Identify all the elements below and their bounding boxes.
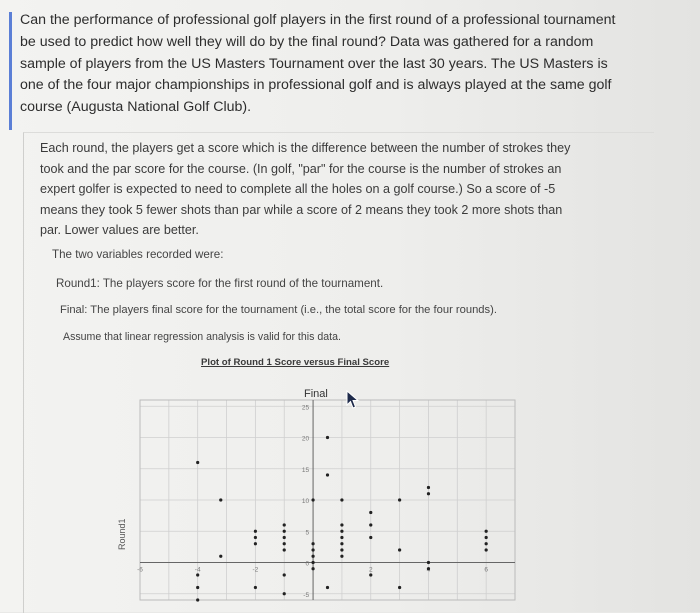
data-point — [254, 536, 257, 539]
data-point — [311, 542, 314, 545]
data-point — [196, 598, 199, 601]
data-point — [283, 573, 286, 576]
data-point — [283, 536, 286, 539]
chart-title: Plot of Round 1 Score versus Final Score — [201, 357, 390, 368]
y-tick-label: -5 — [303, 591, 310, 599]
x-tick-label: -4 — [194, 566, 201, 574]
data-point — [326, 586, 329, 589]
data-point — [369, 536, 372, 539]
data-point — [311, 567, 314, 570]
question-line: Can the performance of professional golf players in the first round of a professional tournament — [20, 12, 616, 28]
scoring-line: Each round, the players get a score which is the difference between the number of strokes they — [40, 141, 571, 155]
data-point — [485, 530, 488, 533]
variables-intro: The two variables recorded were: — [52, 248, 224, 261]
data-point — [196, 461, 199, 464]
question-line: one of the four major championships in professional golf and is always played at the same golf — [20, 77, 612, 94]
data-point — [283, 523, 286, 526]
data-point — [427, 492, 430, 495]
data-point — [340, 548, 343, 551]
data-point — [283, 542, 286, 545]
data-point — [369, 573, 372, 576]
data-point — [340, 542, 343, 545]
data-point — [398, 548, 401, 551]
data-point — [283, 592, 286, 595]
data-point — [254, 530, 257, 533]
y-tick-label: 15 — [301, 466, 310, 474]
data-point — [340, 498, 343, 501]
data-point — [311, 555, 314, 558]
data-point — [219, 555, 222, 558]
x-tick-label: -2 — [252, 566, 259, 574]
data-point — [340, 555, 343, 558]
data-point — [398, 586, 401, 589]
data-point — [340, 536, 343, 539]
x-tick-label: 6 — [484, 566, 488, 574]
final-description: Final: The players final score for the tournament (i.e., the total score for the four rounds). — [60, 304, 497, 316]
data-point — [369, 511, 372, 514]
data-point — [254, 586, 257, 589]
data-point — [427, 567, 430, 570]
y-tick-label: 25 — [301, 404, 310, 412]
question-line: be used to predict how well they will do by the final round? Data was gathered for a random — [20, 33, 594, 50]
data-point — [311, 548, 314, 551]
x-tick-label: 2 — [368, 566, 373, 574]
data-point — [311, 498, 314, 501]
x-axis-label: Round1 — [117, 518, 127, 550]
round1-description: Round1: The players score for the first round of the tournament. — [56, 277, 384, 290]
data-point — [254, 542, 257, 545]
data-point — [398, 498, 401, 501]
data-point — [283, 548, 286, 551]
data-point — [485, 536, 488, 539]
data-point — [427, 486, 430, 489]
scoring-line: expert golfer is expected to need to complete all the holes on a golf course.) So a score of -5 — [40, 182, 556, 197]
scoring-line: took and the par score for the course. (In golf, "par" for the course is the number of strokes an — [40, 161, 562, 176]
data-point — [485, 542, 488, 545]
question-line: sample of players from the US Masters Tournament over the last 30 years. The US Masters is — [20, 55, 608, 72]
y-tick-label: 5 — [305, 529, 310, 537]
data-point — [219, 498, 222, 501]
mouse-cursor-icon — [346, 390, 360, 410]
y-tick-label: 20 — [301, 435, 310, 443]
x-tick-label: -6 — [137, 566, 143, 574]
data-point — [196, 573, 199, 576]
y-tick-label: 0 — [305, 560, 310, 568]
data-point — [326, 436, 329, 439]
data-point — [196, 586, 199, 589]
scoring-line: means they took 5 fewer shots than par while a score of 2 means they took 2 more shots than — [40, 202, 563, 217]
data-point — [340, 530, 343, 533]
scoring-line: par. Lower values are better. — [40, 223, 199, 238]
data-point — [283, 530, 286, 533]
data-point — [340, 523, 343, 526]
data-point — [427, 561, 430, 564]
data-point — [369, 523, 372, 526]
data-point — [311, 561, 314, 564]
data-point — [326, 473, 329, 476]
question-line: course (Augusta National Golf Club). — [20, 99, 252, 116]
y-axis-label: Final — [304, 388, 328, 400]
y-tick-label: 10 — [301, 498, 310, 505]
data-point — [485, 548, 488, 551]
assumption-text: Assume that linear regression analysis is valid for this data. — [63, 331, 341, 343]
